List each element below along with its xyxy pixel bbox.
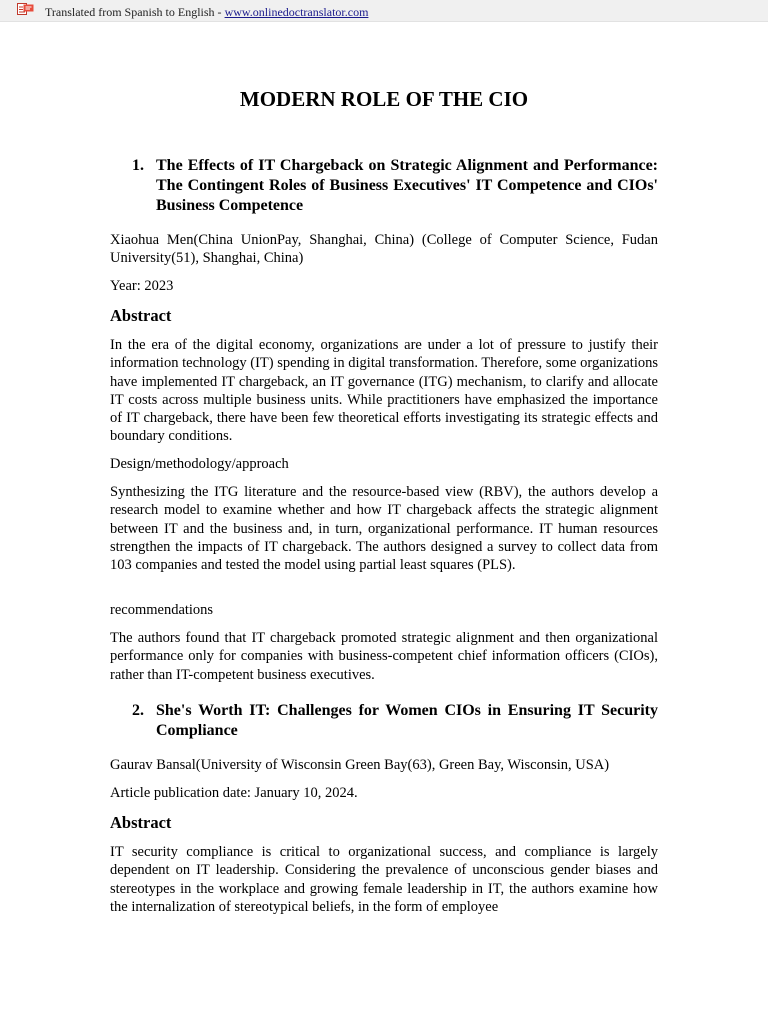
section-1-abstract: In the era of the digital economy, organizations are under a lot of pressure to justify their information technology (IT) spending in digital transformation. Therefore, some organizations have implemented IT chargeback, an IT governance (ITG) mechanism, to clarify and allocate IT costs across multiple business units. While practitioners have emphasized the importance of IT chargeback, there have been few theoretical efforts investigating its strategic effects and boundary conditions. [110,337,658,445]
translation-banner [0,0,768,22]
section-1-design-label: Design/methodology/approach [110,456,289,472]
section-2-abstract: IT security compliance is critical to organizational success, and compliance is largely dependent on IT leadership. Considering the prevalence of unconscious gender biases and stereotypes in the workplace and growing female leadership in IT, the authors examine how the internalization of stereotypical beliefs, in the form of employee [110,844,658,915]
document-title: MODERN ROLE OF THE CIO [239,87,529,111]
section-1-authors: Xiaohua Men(China UnionPay, Shanghai, China) (College of Computer Science, Fudan University(51), Shanghai, China) [110,232,658,267]
section-2-abstract-heading: Abstract [110,813,172,832]
banner-text [45,2,368,22]
section-2-number: 2. [132,702,144,719]
section-1-abstract-heading: Abstract [110,306,172,325]
section-1-recommendations-label: recommendations [110,602,214,618]
translator-link[interactable]: www.onlinedoctranslator.com [224,5,369,19]
section-2-heading [132,701,658,741]
section-1-date: Year: 2023 [110,278,174,294]
section-1-title: The Effects of IT Chargeback on Strategic Alignment and Performance: The Contingent Roles of Business Executives' IT Competence and CIOs' Business Competence [156,157,658,214]
section-1-design: Synthesizing the ITG literature and the resource-based view (RBV), the authors develop a research model to examine whether and how IT chargeback affects the strategic alignment between IT and the business and, in turn, organizational performance. IT human resources strengthen the impacts of IT chargeback. The authors designed a survey to collect data from 103 companies and tested the model using partial least squares (PLS). [110,484,658,574]
document-translate-icon [17,3,34,16]
section-2-date: Article publication date: January 10, 2024. [110,785,358,801]
banner-prefix: Translated from Spanish to English - [45,5,225,19]
section-1-heading [132,156,658,216]
section-1-recommendations: The authors found that IT chargeback promoted strategic alignment and then organizational performance only for companies with business-competent chief information officers (CIOs), rather than IT-competent business executives. [110,630,658,683]
section-1-number: 1. [132,157,144,174]
section-2-title: She's Worth IT: Challenges for Women CIOs in Ensuring IT Security Compliance [156,702,658,739]
section-2-authors: Gaurav Bansal(University of Wisconsin Green Bay(63), Green Bay, Wisconsin, USA) [110,757,610,773]
